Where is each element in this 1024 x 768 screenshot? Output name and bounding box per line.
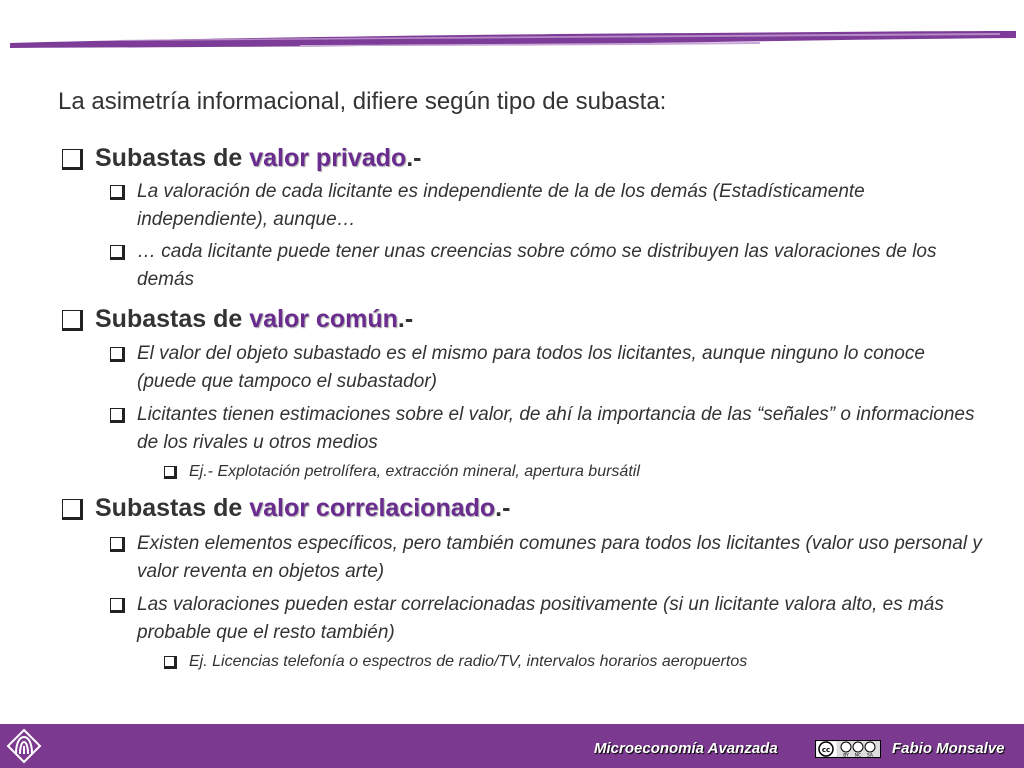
list-item-text: El valor del objeto subastado es el mismo para todos los licitantes, aunque ninguno lo conoce (puede que tampoco el subastador) [137, 343, 925, 392]
checkbox-bullet-icon [110, 408, 123, 421]
list-subitem [162, 461, 982, 483]
cc-sa-label: SA [866, 753, 874, 758]
list-item-text: Las valoraciones pueden estar correlacionadas positivamente (si un licitante valora alto, es más probable que el resto también) [137, 594, 944, 643]
list-item [108, 178, 988, 234]
list-item [108, 530, 988, 586]
checkbox-bullet-icon [110, 598, 123, 611]
section-heading-valor-correlacionado [60, 493, 510, 523]
author-name: Fabio Monsalve [892, 740, 1005, 757]
list-item [108, 401, 988, 457]
list-item-text: … cada licitante puede tener unas creencias sobre cómo se distribuyen las valoraciones de los demás [137, 241, 937, 290]
footer-bar [0, 724, 1024, 768]
heading-suffix: .- [495, 494, 511, 522]
cc-nc-label: NC [854, 753, 862, 758]
list-subitem-text: Ej. Licencias telefonía o espectros de radio/TV, intervalos horarios aeropuertos [189, 653, 748, 670]
checkbox-bullet-icon [62, 149, 81, 168]
course-name: Microeconomía Avanzada [594, 740, 778, 757]
list-item [108, 340, 988, 396]
list-subitem-text: Ej.- Explotación petrolífera, extracción mineral, apertura bursátil [189, 463, 640, 480]
creative-commons-icon [815, 740, 881, 758]
heading-prefix: Subastas de [95, 144, 250, 172]
cc-by-label: BY [843, 753, 849, 758]
heading-prefix: Subastas de [95, 494, 250, 522]
list-item-text: La valoración de cada licitante es independiente de la de los demás (Estadísticamente independiente), aunque… [137, 181, 865, 230]
heading-suffix: .- [397, 305, 414, 333]
heading-highlight: valor correlacionado [249, 494, 496, 522]
checkbox-bullet-icon [62, 310, 81, 329]
university-logo-icon [6, 728, 42, 764]
section-heading-valor-privado [60, 143, 422, 173]
list-item [108, 238, 988, 294]
heading-suffix: .- [406, 144, 422, 172]
slide-title: La asimetría informacional, difiere según tipo de subasta: [58, 88, 667, 115]
list-item [108, 591, 988, 647]
checkbox-bullet-icon [110, 185, 123, 198]
list-item-text: Licitantes tienen estimaciones sobre el valor, de ahí la importancia de las “señales” o informaciones de los rivales u otros medios [137, 404, 975, 453]
checkbox-bullet-icon [110, 347, 123, 360]
header-brush-stroke [0, 0, 1024, 60]
heading-highlight: valor común [249, 305, 398, 333]
checkbox-bullet-icon [164, 656, 175, 667]
checkbox-bullet-icon [164, 466, 175, 477]
checkbox-bullet-icon [110, 245, 123, 258]
list-item-text: Existen elementos específicos, pero también comunes para todos los licitantes (valor uso personal y valor reventa en objetos arte) [137, 533, 982, 582]
heading-highlight: valor privado [249, 144, 407, 172]
checkbox-bullet-icon [110, 537, 123, 550]
list-subitem [162, 651, 982, 673]
section-heading-valor-comun [60, 304, 413, 334]
cc-label: cc [821, 746, 831, 754]
heading-prefix: Subastas de [95, 305, 250, 333]
checkbox-bullet-icon [62, 499, 81, 518]
